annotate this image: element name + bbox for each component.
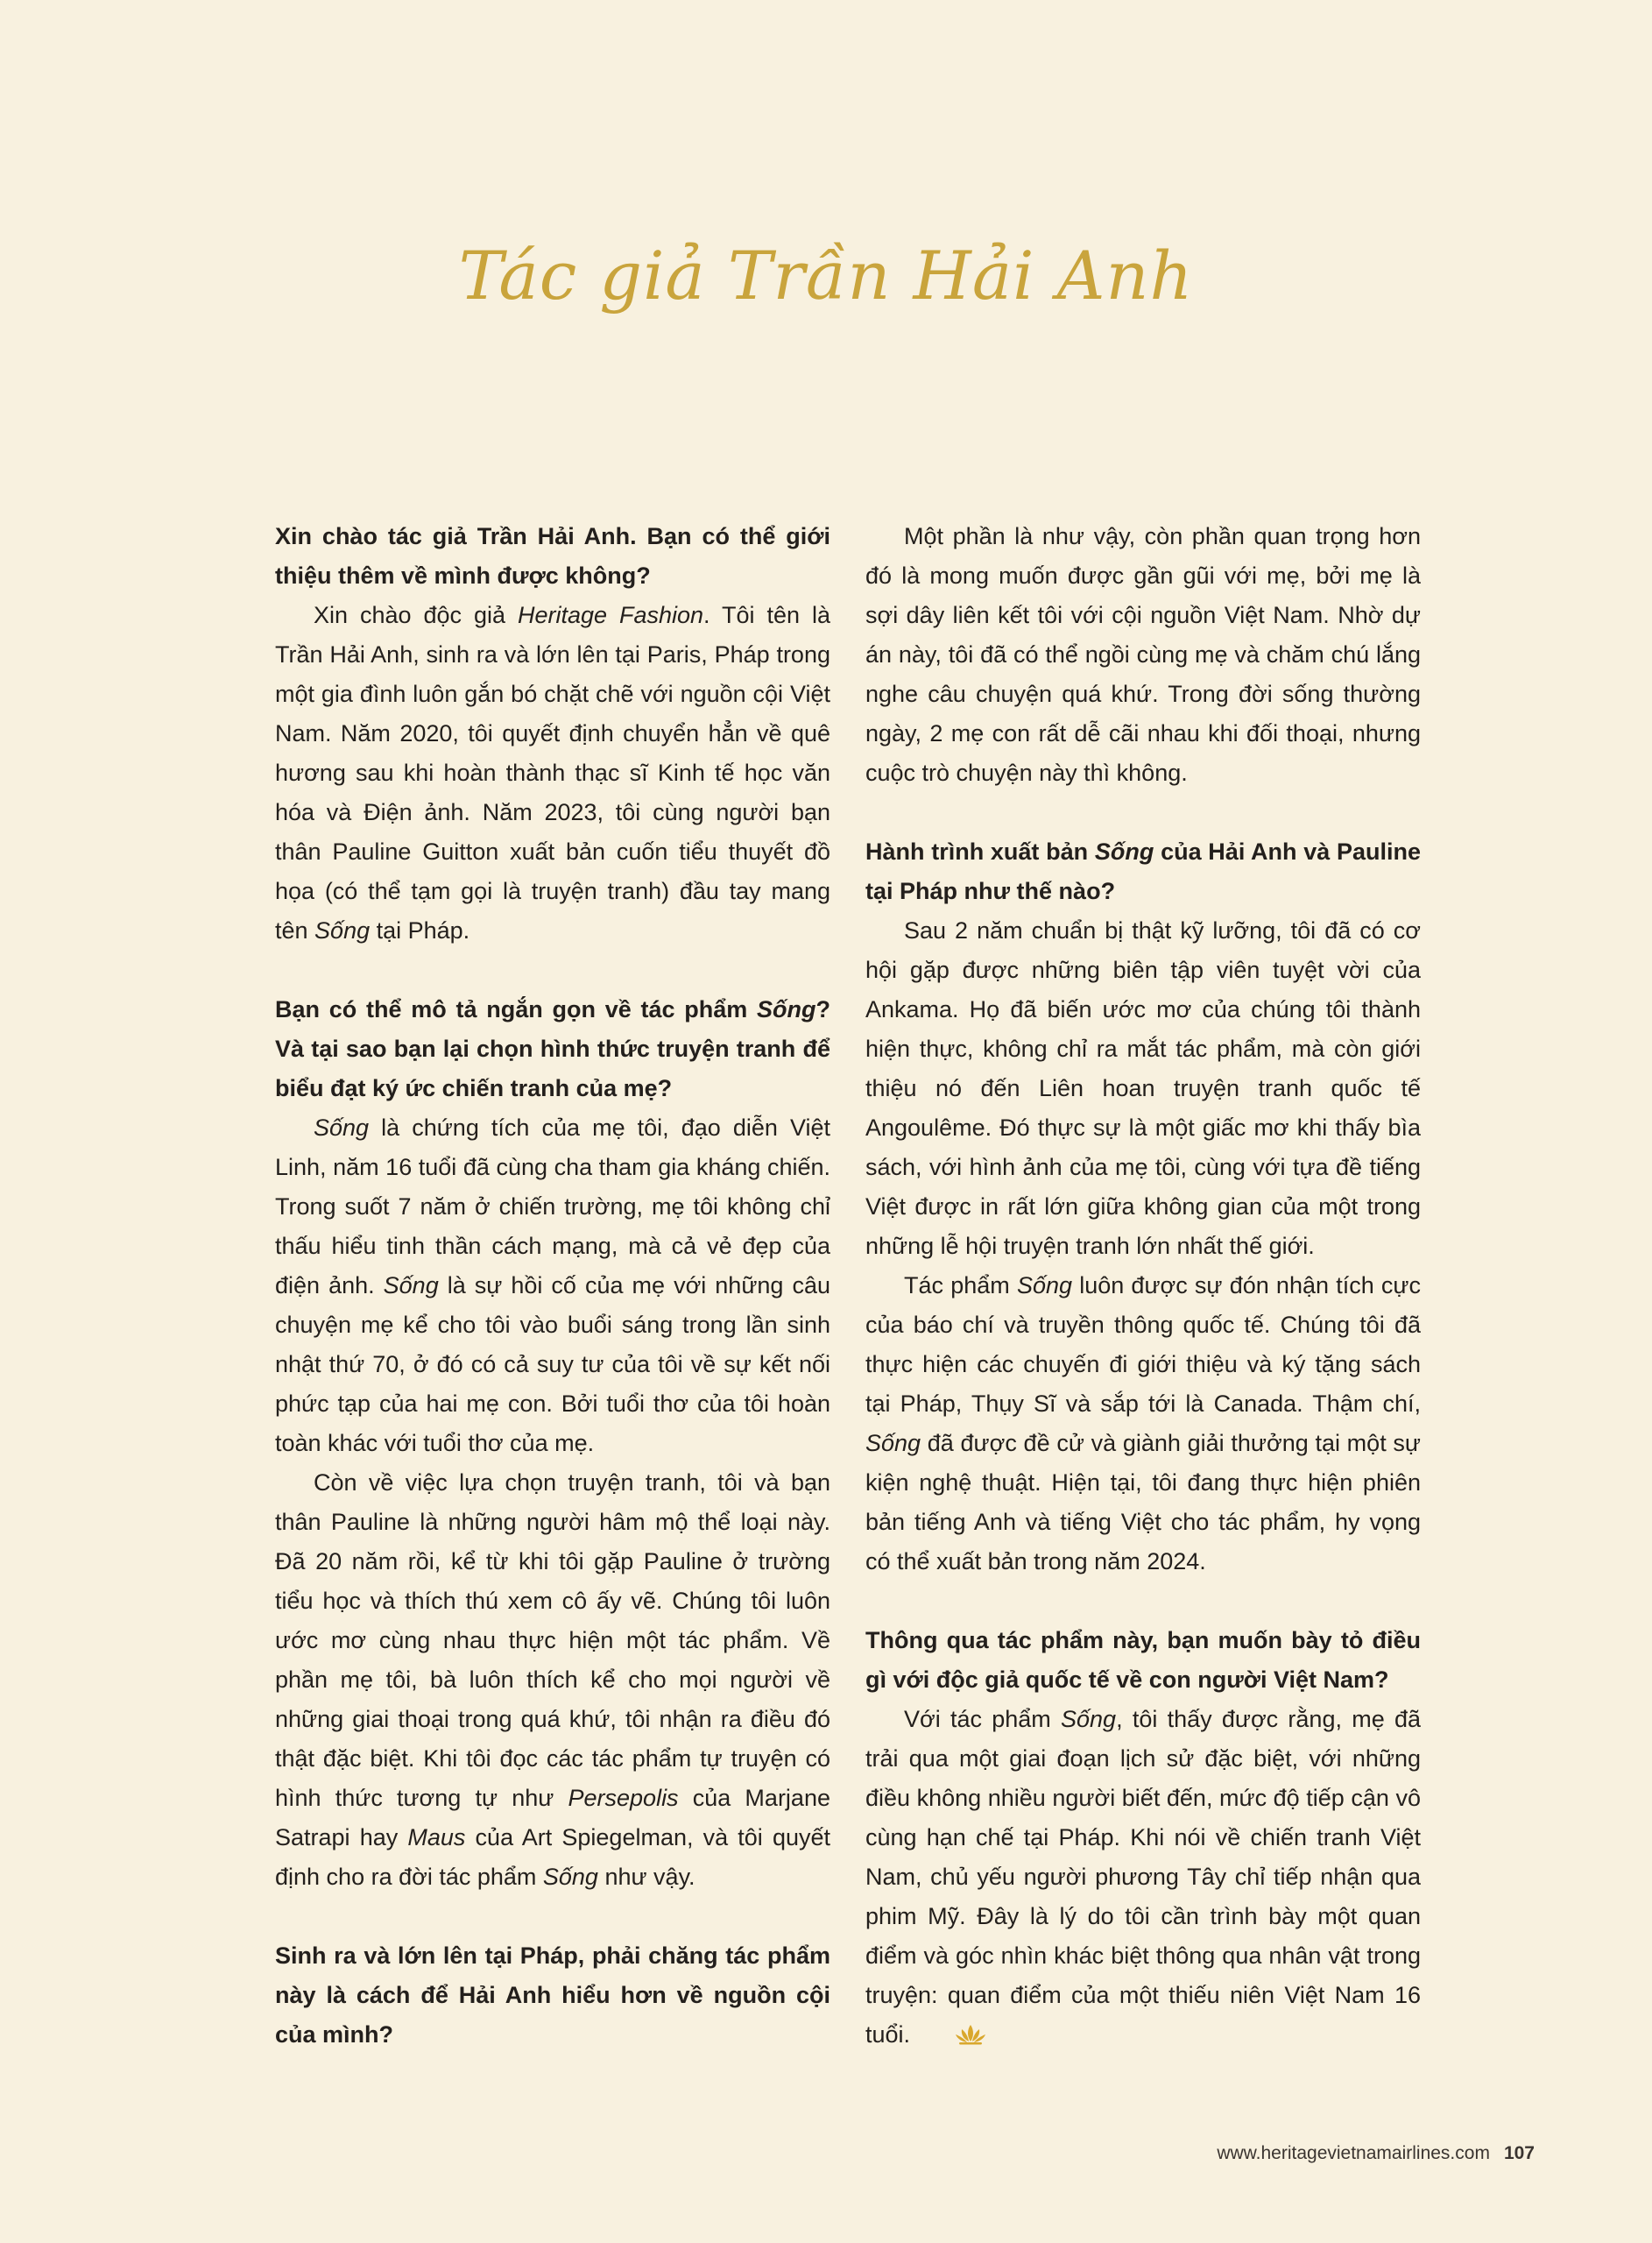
question-1: Xin chào tác giả Trần Hải Anh. Bạn có thể giới thiệu thêm về mình được không? xyxy=(275,523,830,589)
question-5: Thông qua tác phẩm này, bạn muốn bày tỏ điều gì với độc giả quốc tế về con người Việt Nam? xyxy=(865,1627,1421,1693)
left-column xyxy=(275,517,830,2055)
page-footer xyxy=(1217,2143,1535,2164)
answer-2: Sống là chứng tích của mẹ tôi, đạo diễn Việt Linh, năm 16 tuổi đã cùng cha tham gia kháng chiến. Trong suốt 7 năm ở chiến trường, mẹ tôi không chỉ thấu hiểu tinh thần cách mạng, mà cả vẻ đẹp của điện ảnh. Sống là sự hồi cố của mẹ với những câu chuyện mẹ kể cho tôi vào buổi sáng trong lần sinh nhật thứ 70, ở đó có cả suy tư của tôi về sự kết nối phức tạp của hai mẹ con. Bởi tuổi thơ của tôi hoàn toàn khác với tuổi thơ của mẹ. xyxy=(275,1114,830,1456)
answer-4: Một phần là như vậy, còn phần quan trọng hơn đó là mong muốn được gần gũi với mẹ, bởi mẹ là sợi dây liên kết tôi với cội nguồn Việt Nam. Nhờ dự án này, tôi đã có thể ngồi cùng mẹ và chăm chú lắng nghe câu chuyện quá khứ. Trong đời sống thường ngày, 2 mẹ con rất dễ cãi nhau khi đối thoại, nhưng cuộc trò chuyện này thì không. xyxy=(865,523,1421,786)
answer-1: Xin chào độc giả Heritage Fashion. Tôi tên là Trần Hải Anh, sinh ra và lớn lên tại Paris, Pháp trong một gia đình luôn gắn bó chặt chẽ với nguồn cội Việt Nam. Năm 2020, tôi quyết định chuyển hẳn về quê hương sau khi hoàn thành thạc sĩ Kinh tế học văn hóa và Điện ảnh. Năm 2023, tôi cùng người bạn thân Pauline Guitton xuất bản cuốn tiểu thuyết đồ họa (có thể tạm gọi là truyện tranh) đầu tay mang tên Sống tại Pháp. xyxy=(275,602,830,944)
page-title: Tác giả Trần Hải Anh xyxy=(458,237,1194,315)
right-column xyxy=(865,517,1421,2058)
answer-7: Với tác phẩm Sống, tôi thấy được rằng, mẹ đã trải qua một giai đoạn lịch sử đặc biệt, với những điều không nhiều người biết đến, mức độ tiếp cận vô cùng hạn chế tại Pháp. Khi nói về chiến tranh Việt Nam, chủ yếu người phương Tây chỉ tiếp nhận qua phim Mỹ. Đây là lý do tôi cần trình bày một quan điểm và góc nhìn khác biệt thông qua nhân vật trong truyện: quan điểm của một thiếu niên Việt Nam 16 tuổi. xyxy=(865,1700,1421,2058)
answer-6: Tác phẩm Sống luôn được sự đón nhận tích cực của báo chí và truyền thông quốc tế. Chúng tôi đã thực hiện các chuyến đi giới thiệu và ký tặng sách tại Pháp, Thụy Sĩ và sắp tới là Canada. Thậm chí, Sống đã được đề cử và giành giải thưởng tại một sự kiện nghệ thuật. Hiện tại, tôi đang thực hiện phiên bản tiếng Anh và tiếng Việt cho tác phẩm, hy vọng có thể xuất bản trong năm 2024. xyxy=(865,1272,1421,1574)
question-2: Bạn có thể mô tả ngắn gọn về tác phẩm Sống? Và tại sao bạn lại chọn hình thức truyện tranh để biểu đạt ký ức chiến tranh của mẹ? xyxy=(275,996,830,1101)
answer-5: Sau 2 năm chuẩn bị thật kỹ lưỡng, tôi đã có cơ hội gặp được những biên tập viên tuyệt vời của Ankama. Họ đã biến ước mơ của chúng tôi thành hiện thực, không chỉ ra mắt tác phẩm, mà còn giới thiệu nó đến Liên hoan truyện tranh quốc tế Angoulême. Đó thực sự là một giấc mơ khi thấy bìa sách, với hình ảnh của mẹ tôi, cùng với tựa đề tiếng Việt được in rất lớn giữa không gian của một trong những lễ hội truyện tranh lớn nhất thế giới. xyxy=(865,917,1421,1259)
answer-3: Còn về việc lựa chọn truyện tranh, tôi và bạn thân Pauline là những người hâm mộ thể loại này. Đã 20 năm rồi, kể từ khi tôi gặp Pauline ở trường tiểu học và thích thú xem cô ấy vẽ. Chúng tôi luôn ước mơ cùng nhau thực hiện một tác phẩm. Về phần mẹ tôi, bà luôn thích kể cho mọi người về những giai thoại trong quá khứ, tôi nhận ra điều đó thật đặc biệt. Khi tôi đọc các tác phẩm tự truyện có hình thức tương tự như Persepolis của Marjane Satrapi hay Maus của Art Spiegelman, và tôi quyết định cho ra đời tác phẩm Sống như vậy. xyxy=(275,1469,830,1890)
footer-url: www.heritagevietnamairlines.com xyxy=(1217,2143,1490,2163)
question-4: Hành trình xuất bản Sống của Hải Anh và Pauline tại Pháp như thế nào? xyxy=(865,838,1422,904)
question-3: Sinh ra và lớn lên tại Pháp, phải chăng tác phẩm này là cách để Hải Anh hiểu hơn về nguồn cội của mình? xyxy=(275,1942,830,2048)
page-number: 107 xyxy=(1503,2143,1535,2163)
lotus-icon xyxy=(915,2019,987,2058)
